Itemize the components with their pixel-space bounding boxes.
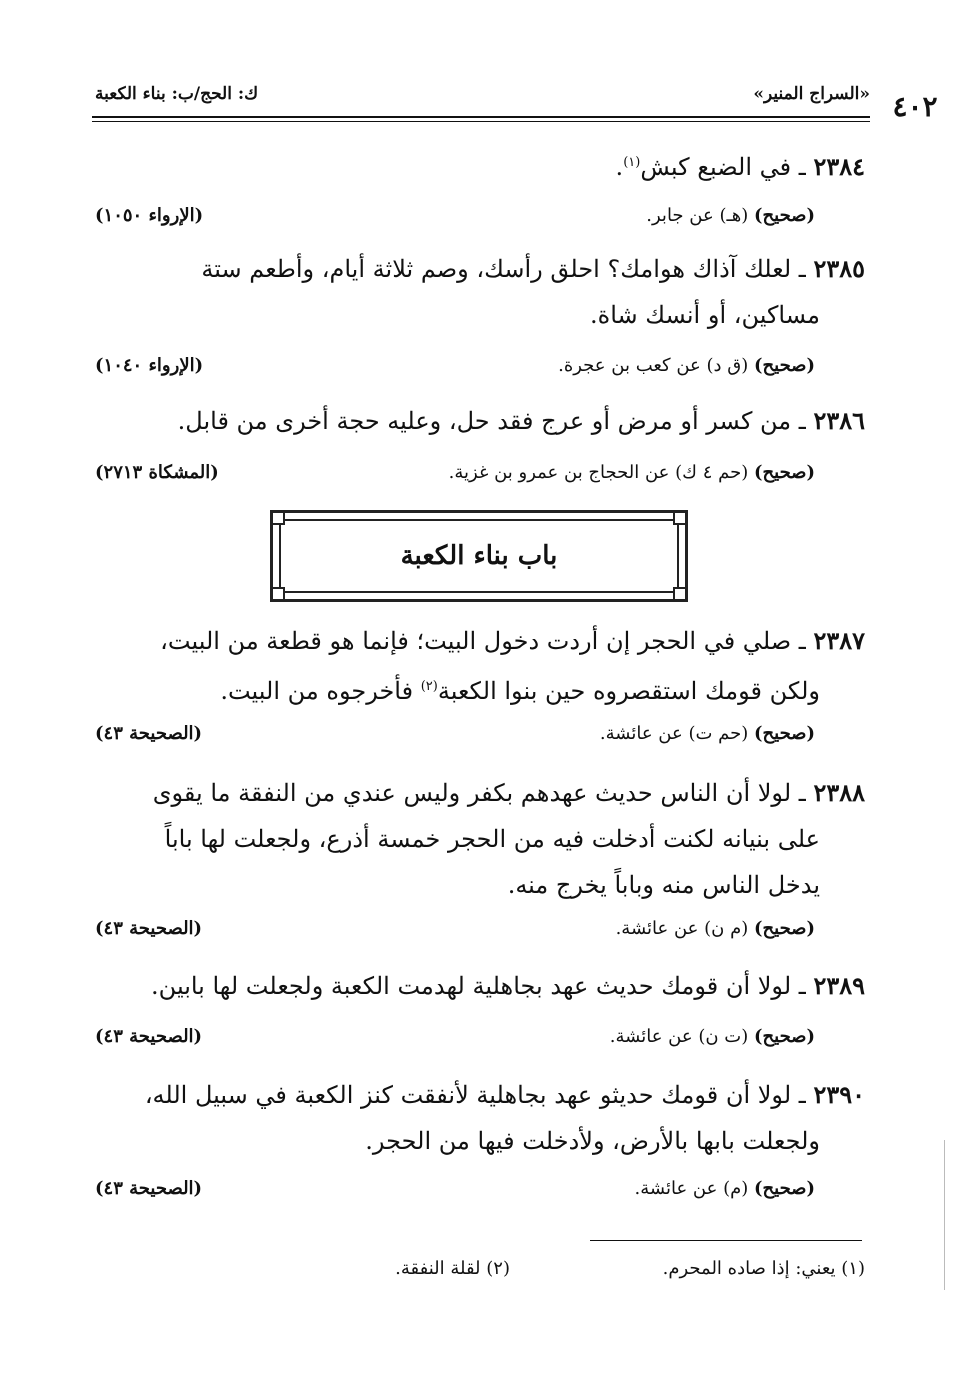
hadith-2385: ٢٣٨٥ ـ لعلك آذاك هوامك؟ احلق رأسك، وصم ثلاثة أيام، وأطعم ستة مساكين، أو أنسك شاة. <box>95 246 865 338</box>
footnote-2 <box>395 1258 510 1279</box>
scan-edge-line <box>944 1140 945 1290</box>
grade-sources: (ت ن) عن عائشة. <box>609 1026 749 1047</box>
hadith-2386: ٢٣٨٦ ـ من كسر أو مرض أو عرج فقد حل، وعليه حجة أخرى من قابل. <box>177 406 865 435</box>
running-header-book-title: «السراج المنير» <box>753 84 870 104</box>
hadith-number: ٢٣٨٩ <box>813 971 865 1000</box>
grade-reference: (الصحيحة ٤٣) <box>95 1026 203 1047</box>
grade-reference: (الإرواء ١٠٤٠) <box>95 355 204 376</box>
grade-label: (صحيح) <box>754 355 815 376</box>
footnote-ref: (٢) <box>420 679 438 694</box>
hadith-2389: ٢٣٨٩ ـ لولا أن قومك حديث عهد بجاهلية لهدمت الكعبة ولجعلت لها بابين. <box>151 971 865 1000</box>
hadith-text-continued: يدخل الناس منه وباباً يخرج منه. <box>507 871 820 899</box>
header-rule-thin <box>92 121 870 122</box>
grade-sources: (هـ) عن جابر. <box>646 205 749 226</box>
grade-label: (صحيح) <box>754 1026 815 1047</box>
footnote-marker: (٢) <box>486 1258 510 1279</box>
grade-reference: (الصحيحة ٤٣) <box>95 723 203 744</box>
footnote-text: يعني: إذا صاده المحرم. <box>662 1258 836 1279</box>
hadith-text: صلي في الحجر إن أردت دخول البيت؛ فإنما هو قطعة من البيت، <box>160 627 792 655</box>
hadith-number: ٢٣٨٤ <box>813 152 865 181</box>
grade-label: (صحيح) <box>754 1178 815 1199</box>
hadith-number: ٢٣٨٦ <box>813 406 865 435</box>
grade-label: (صحيح) <box>754 205 815 226</box>
hadith-2390: ٢٣٩٠ ـ لولا أن قومك حديثو عهد بجاهلية لأنفقت كنز الكعبة في سبيل الله، ولجعلت بابها بالأرض، ولأدخلت فيها من الحجر. <box>95 1072 865 1164</box>
header-rule <box>92 116 870 118</box>
hadith-2384: ٢٣٨٤ ـ في الضبع كبش$^{(١)}$. <box>615 152 865 181</box>
grade-label: (صحيح) <box>754 723 815 744</box>
hadith-grade-row <box>95 205 815 235</box>
hadith-number: ٢٣٨٧ <box>813 626 865 655</box>
hadith-grade-row <box>95 462 815 492</box>
page-number: ٤٠٢ <box>892 90 938 123</box>
grade-reference: (الصحيحة ٤٣) <box>95 1178 203 1199</box>
hadith-grade-row <box>95 918 815 948</box>
grade-sources: (حم ت) عن عائشة. <box>599 723 749 744</box>
hadith-text: لولا أن الناس حديث عهدهم بكفر وليس عندي من النفقة ما يقوى <box>152 779 792 807</box>
hadith-grade-row <box>95 355 815 385</box>
hadith-text-continued: ولكن قومك استقصروه حين بنوا الكعبة <box>437 677 820 705</box>
hadith-text-continued: مساكين، أو أنسك شاة. <box>589 301 820 329</box>
hadith-grade-row <box>95 1026 815 1056</box>
grade-reference: (المشكاة ٢٧١٣) <box>95 462 219 483</box>
chapter-title: باب بناء الكعبة <box>400 541 558 571</box>
grade-sources: (م) عن عائشة. <box>634 1178 749 1199</box>
hadith-text: لعلك آذاك هوامك؟ احلق رأسك، وصم ثلاثة أيام، وأطعم ستة <box>201 255 792 283</box>
footnote-text: لقلة النفقة. <box>395 1258 481 1279</box>
footnote-marker: (١) <box>841 1258 865 1279</box>
hadith-text-continued: على بنيانه لكنت أدخلت فيه من الحجر خمسة أذرع، ولجعلت لها باباً <box>164 825 820 853</box>
footnote-1 <box>663 1258 865 1279</box>
hadith-text: لولا أن قومك حديثو عهد بجاهلية لأنفقت كنز الكعبة في سبيل الله، <box>144 1081 792 1109</box>
hadith-grade-row <box>95 1178 815 1208</box>
hadith-text-continued: ولجعلت بابها بالأرض، ولأدخلت فيها من الحجر. <box>365 1127 820 1155</box>
grade-sources: (حم ٤ ك) عن الحجاج بن عمرو بن غزية. <box>448 462 749 483</box>
hadith-number: ٢٣٨٨ <box>813 778 865 807</box>
running-header-chapter: ك: الحج/ب: بناء الكعبة <box>95 84 259 104</box>
footnotes <box>95 1258 865 1288</box>
hadith-2387: ٢٣٨٧ ـ صلي في الحجر إن أردت دخول البيت؛ فإنما هو قطعة من البيت، ولكن قومك استقصروه حين بنوا الكعبة$^{(٢)}$ فأخرجوه من البيت. <box>160 626 865 705</box>
grade-label: (صحيح) <box>754 462 815 483</box>
hadith-2388: ٢٣٨٨ ـ لولا أن الناس حديث عهدهم بكفر وليس عندي من النفقة ما يقوى على بنيانه لكنت أدخلت فيه من الحجر خمسة أذرع، ولجعلت لها باباً يدخل الناس منه وباباً يخرج منه. <box>95 770 865 908</box>
footnote-separator <box>590 1240 862 1241</box>
hadith-text: في الضبع كبش <box>640 153 792 181</box>
grade-sources: (ق د) عن كعب بن عجرة. <box>558 355 749 376</box>
grade-label: (صحيح) <box>754 918 815 939</box>
chapter-title-frame <box>270 510 688 602</box>
footnote-ref: (١) <box>623 155 641 170</box>
hadith-text: من كسر أو مرض أو عرج فقد حل، وعليه حجة أخرى من قابل. <box>177 407 792 435</box>
hadith-number: ٢٣٩٠ <box>813 1080 865 1109</box>
grade-reference: (الإرواء ١٠٥٠) <box>95 205 204 226</box>
hadith-grade-row <box>95 723 815 753</box>
hadith-number: ٢٣٨٥ <box>813 254 865 283</box>
hadith-text: لولا أن قومك حديث عهد بجاهلية لهدمت الكعبة ولجعلت لها بابين. <box>151 972 792 1000</box>
grade-sources: (م ن) عن عائشة. <box>615 918 749 939</box>
grade-reference: (الصحيحة ٤٣) <box>95 918 203 939</box>
